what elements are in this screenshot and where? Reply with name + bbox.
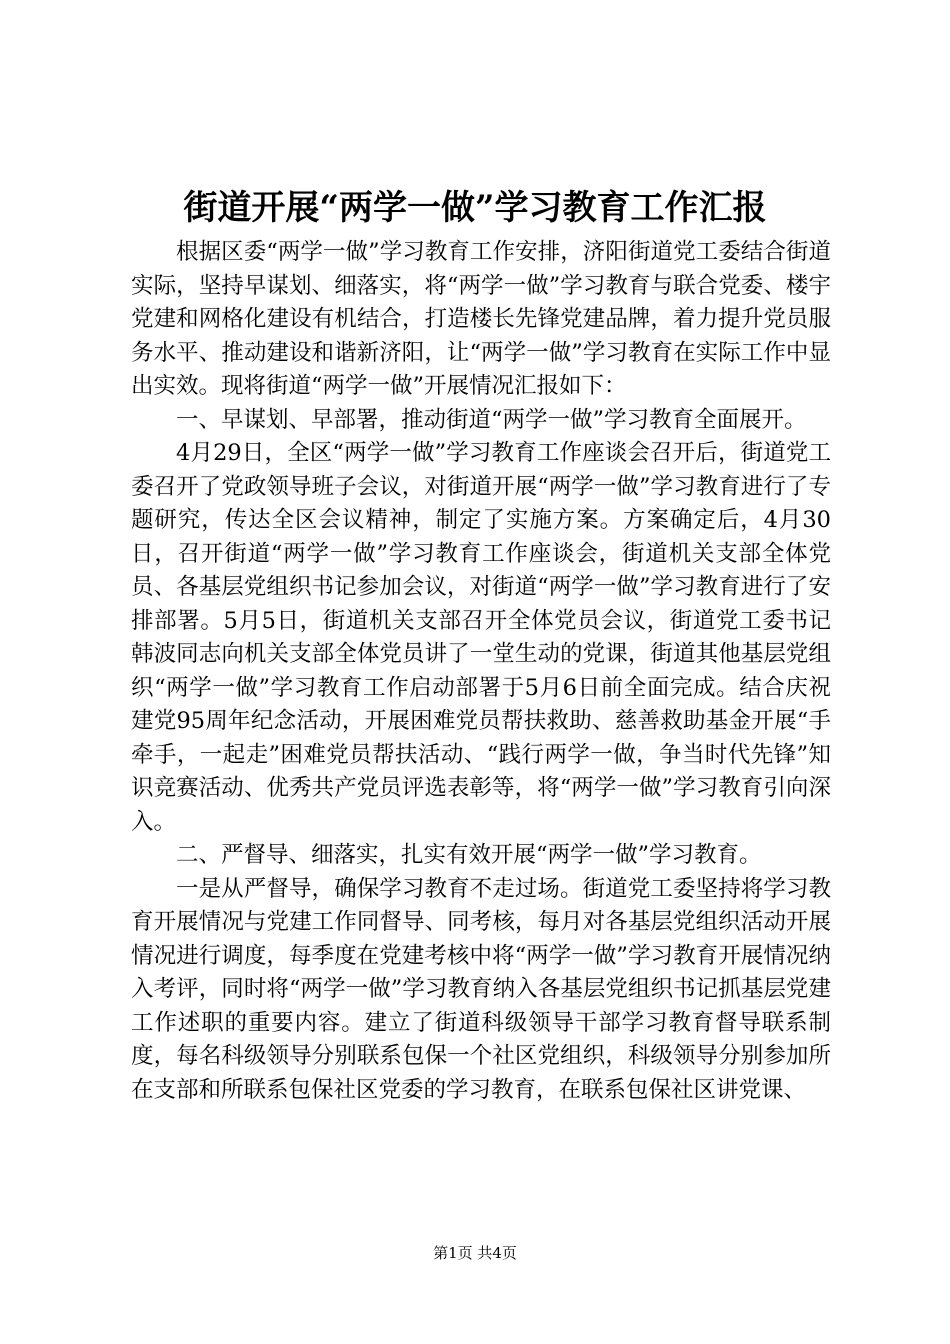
paragraph-section-two: 一是从严督导，确保学习教育不走过场。街道党工委坚持将学习教育开展情况与党建工作同督导、同考核，每月对各基层党组织活动开展情况进行调度，每季度在党建考核中将“两学一做”学习教育开展情况纳入考评，同时将“两学一做”学习教育纳入各基层党组织书记抓基层党建工作述职的重要内容。建立了街道科级领导干部学习教育督导联系制度，每名科级领导分别联系包保一个社区党组织，科级领导分别参加所在支部和所联系包保社区党委的学习教育，在联系包保社区讲党课、	[131, 875, 831, 1103]
page-number-footer: 第1页 共4页	[433, 1244, 517, 1262]
paragraph-heading-two: 二、严督导、细落实，扎实有效开展“两学一做”学习教育。	[176, 842, 762, 868]
document-title: 街道开展“两学一做”学习教育工作汇报	[183, 188, 767, 228]
paragraph-section-one: 4月29日，全区“两学一做”学习教育工作座谈会召开后，街道党工委召开了党政领导班子会议，对街道开展“两学一做”学习教育进行了专题研究，传达全区会议精神，制定了实施方案。方案确定后，4月30日，召开街道“两学一做”学习教育工作座谈会，街道机关支部全体党员、各基层党组织书记参加会议，对街道“两学一做”学习教育进行了安排部署。5月5日，街道机关支部召开全体党员会议，街道党工委书记韩波同志向机关支部全体党员讲了一堂生动的党课，街道其他基层党组织“两学一做”学习教育工作启动部署于5月6日前全面完成。结合庆祝建党95周年纪念活动，开展困难党员帮扶救助、慈善救助基金开展“手牵手，一起走”困难党员帮扶活动、“践行两学一做，争当时代先锋”知识竞赛活动、优秀共产党员评选表彰等，将“两学一做”学习教育引向深入。	[131, 440, 831, 835]
paragraph-heading-one: 一、早谋划、早部署，推动街道“两学一做”学习教育全面展开。	[176, 406, 807, 433]
document-body	[131, 236, 831, 1107]
paragraph-intro: 根据区委“两学一做”学习教育工作安排，济阳街道党工委结合街道实际，坚持早谋划、细落实，将“两学一做”学习教育与联合党委、楼宇党建和网格化建设有机结合，打造楼长先锋党建品牌，着力提升党员服务水平、推动建设和谐新济阳，让“两学一做”学习教育在实际工作中显出实效。现将街道“两学一做”开展情况汇报如下：	[131, 239, 831, 399]
